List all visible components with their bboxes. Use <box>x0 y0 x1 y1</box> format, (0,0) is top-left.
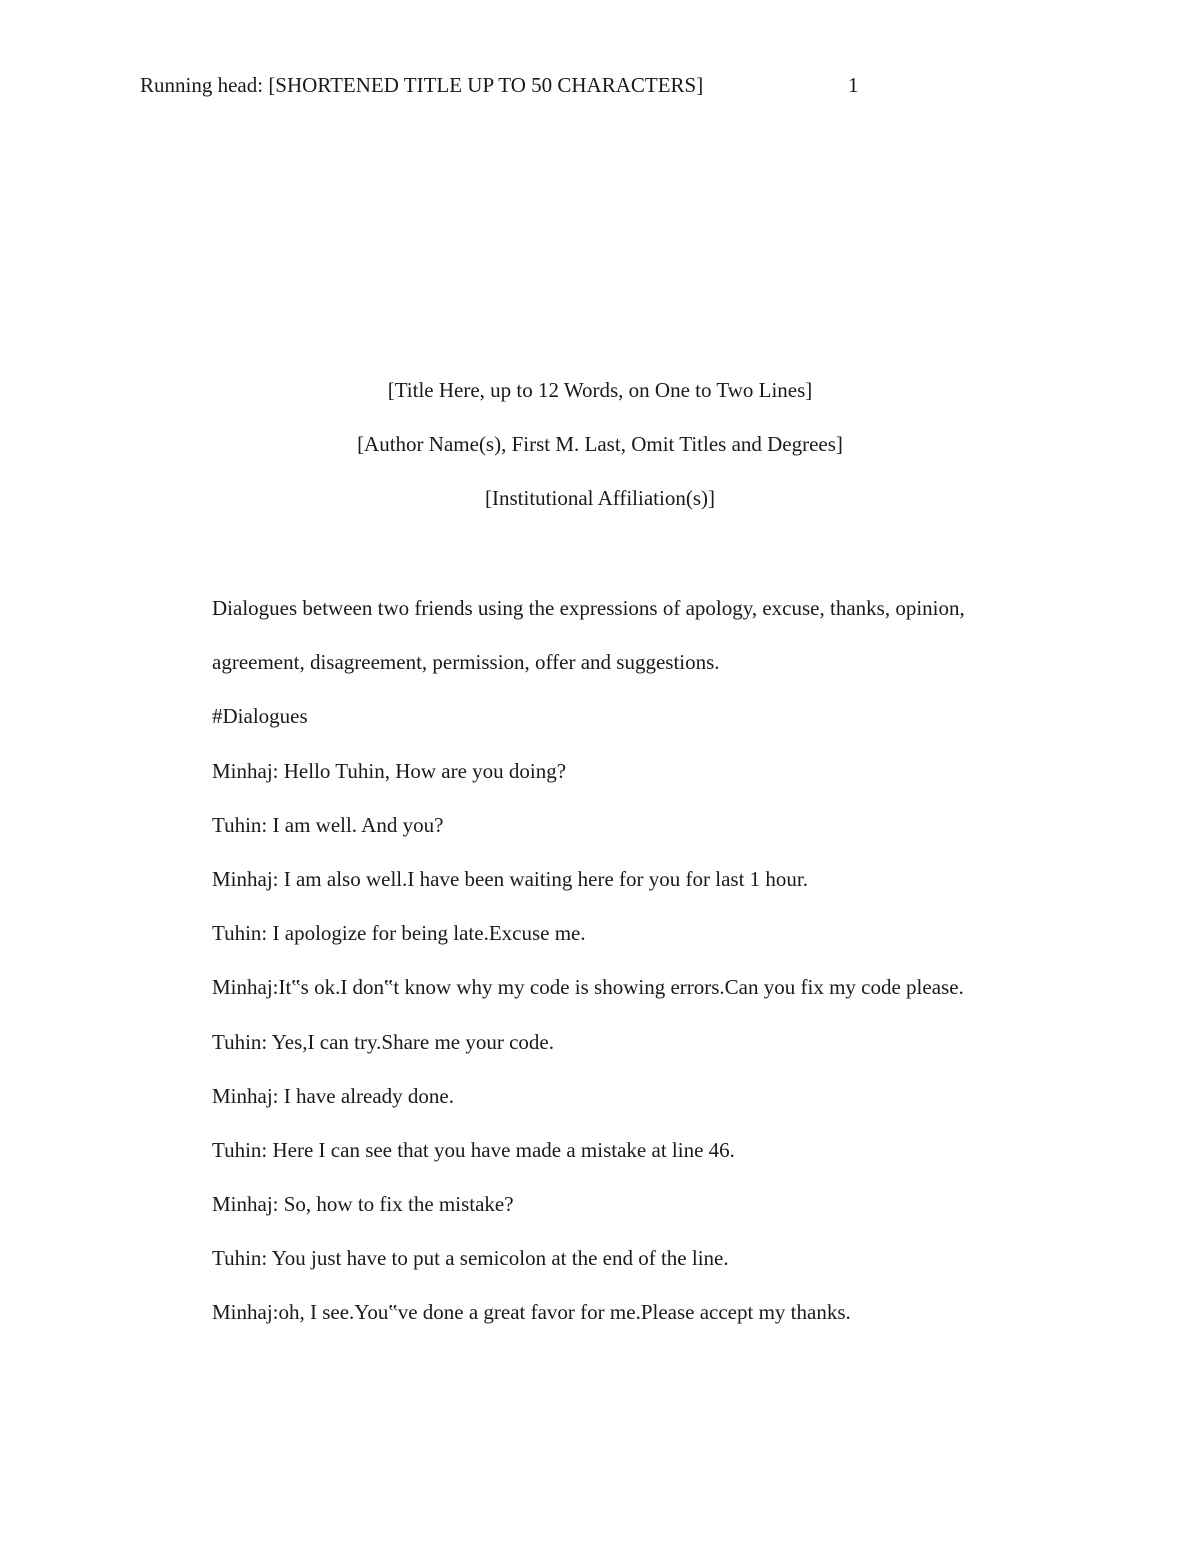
paper-title: [Title Here, up to 12 Words, on One to Two Lines] <box>387 378 813 402</box>
author-name: [Author Name(s), First M. Last, Omit Titles and Degrees] <box>357 432 843 456</box>
dialogue-line: Minhaj:It‟s ok.I don‟t know why my code is showing errors.Can you fix my code please. <box>212 975 964 1000</box>
dialogue-line: Minhaj: So, how to fix the mistake? <box>212 1192 514 1217</box>
dialogue-line: Minhaj:oh, I see.You‟ve done a great favor for me.Please accept my thanks. <box>212 1300 851 1325</box>
running-head: Running head: [SHORTENED TITLE UP TO 50 CHARACTERS] <box>140 73 704 97</box>
intro-paragraph-line: Dialogues between two friends using the expressions of apology, excuse, thanks, opinion, <box>212 596 965 620</box>
dialogue-line: Minhaj: I am also well.I have been waiting here for you for last 1 hour. <box>212 866 808 891</box>
intro-paragraph-line: agreement, disagreement, permission, offer and suggestions. <box>212 650 720 675</box>
dialogue-line: Tuhin: Here I can see that you have made a mistake at line 46. <box>212 1137 735 1162</box>
page-number: 1 <box>848 73 859 97</box>
dialogue-line: Minhaj: Hello Tuhin, How are you doing? <box>212 758 567 783</box>
dialogue-line: Tuhin: I am well. And you? <box>212 812 444 837</box>
dialogues-heading: #Dialogues <box>212 704 308 729</box>
dialogue-line: Tuhin: You just have to put a semicolon at the end of the line. <box>212 1246 729 1271</box>
dialogue-line: Tuhin: Yes,I can try.Share me your code. <box>212 1029 554 1054</box>
body-text <box>212 592 1092 1351</box>
institutional-affiliation: [Institutional Affiliation(s)] <box>485 486 715 510</box>
dialogue-line: Minhaj: I have already done. <box>212 1083 454 1108</box>
dialogue-line: Tuhin: I apologize for being late.Excuse me. <box>212 921 586 946</box>
title-block <box>0 374 1200 536</box>
